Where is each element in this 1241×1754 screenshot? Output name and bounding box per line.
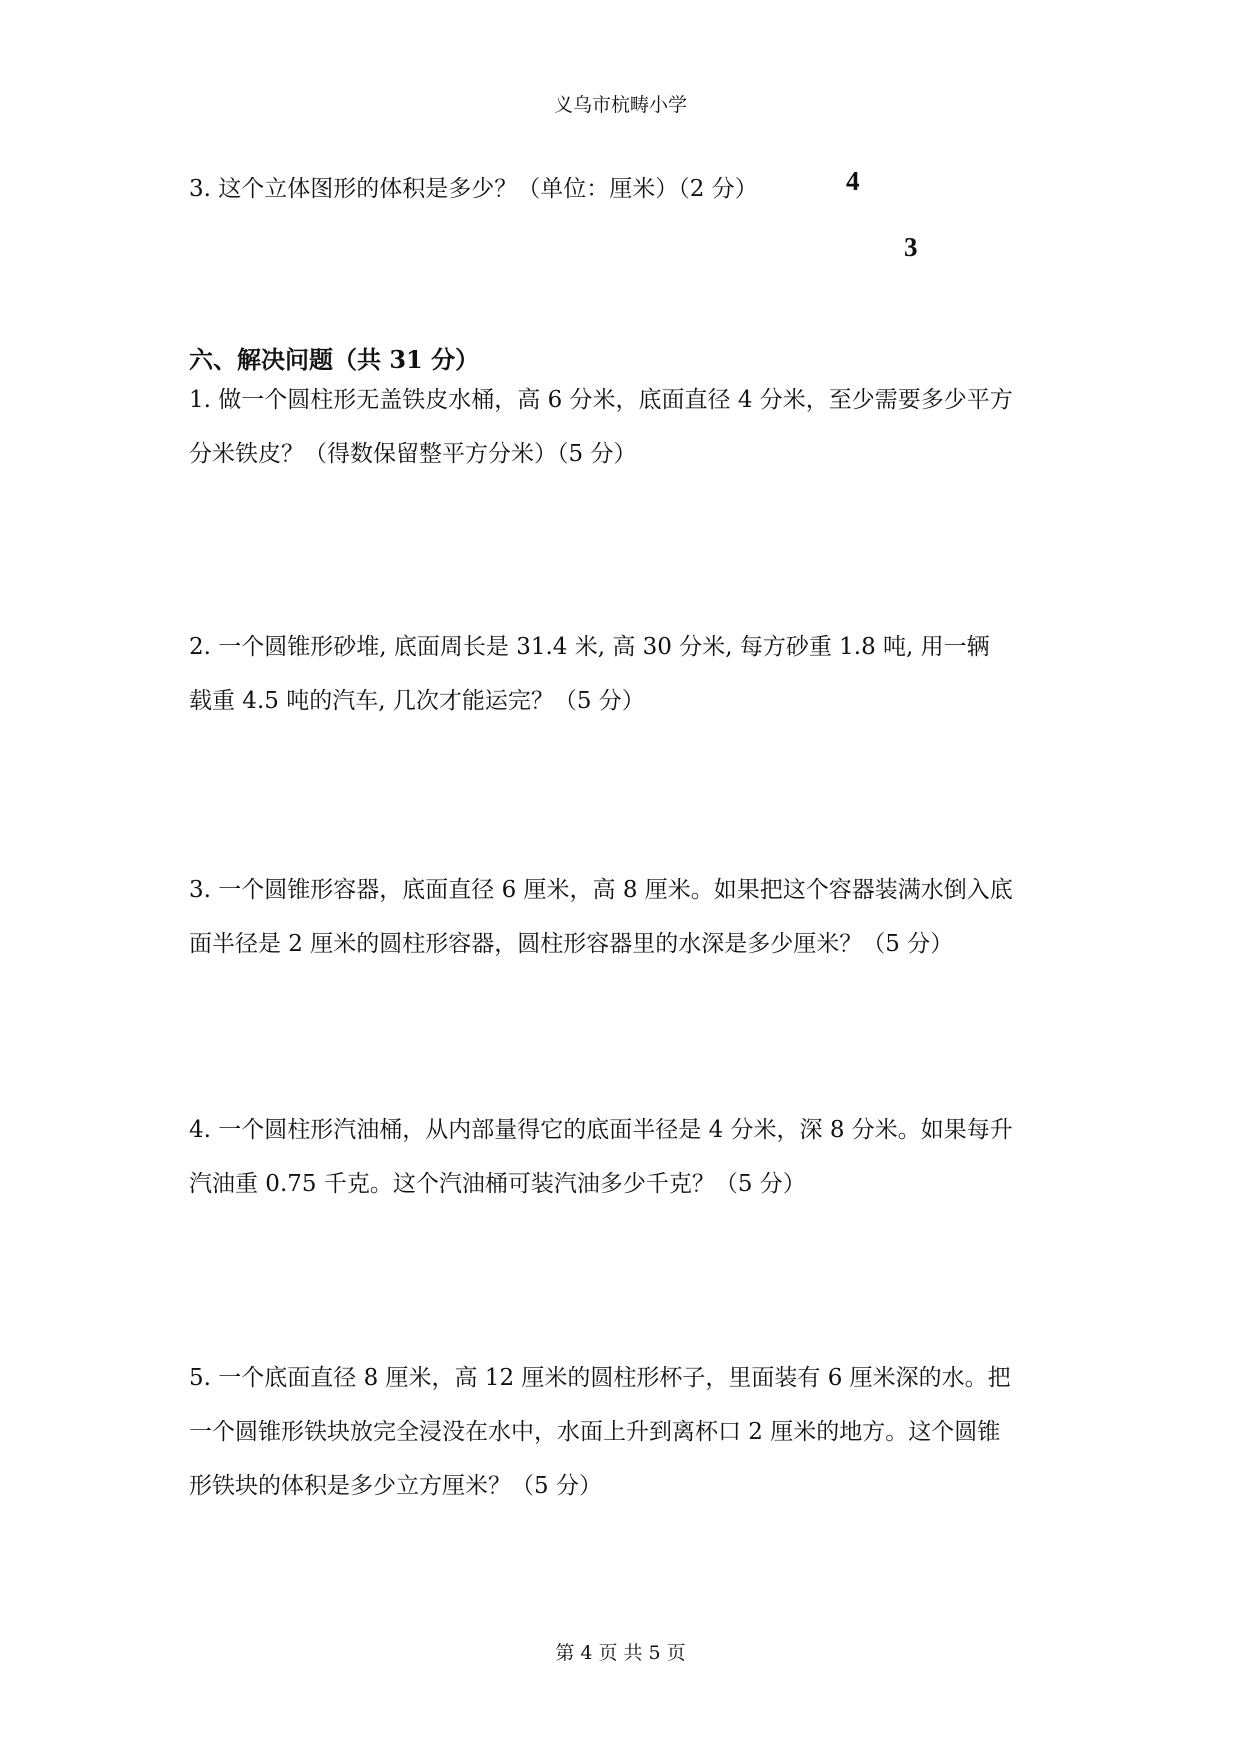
problem-line: 4. 一个圆柱形汽油桶，从内部量得它的底面半径是 4 分米，深 8 分米。如果每升 bbox=[189, 1117, 1013, 1143]
problem-3 bbox=[189, 863, 1069, 971]
problem-1 bbox=[189, 373, 1069, 481]
problem-5 bbox=[189, 1351, 1069, 1513]
question-3-volume: 3. 这个立体图形的体积是多少？（单位：厘米）（2 分） bbox=[189, 176, 758, 202]
problem-4 bbox=[189, 1103, 1069, 1211]
problem-line: 载重 4.5 吨的汽车, 几次才能运完？（5 分） bbox=[189, 688, 645, 714]
problem-line: 1. 做一个圆柱形无盖铁皮水桶，高 6 分米，底面直径 4 分米，至少需要多少平方 bbox=[189, 387, 1013, 413]
problem-2 bbox=[189, 620, 1069, 728]
figure-label-3: 3 bbox=[904, 232, 918, 262]
problem-line: 5. 一个底面直径 8 厘米，高 12 厘米的圆柱形杯子，里面装有 6 厘米深的水。把 bbox=[189, 1365, 1011, 1391]
problem-line: 汽油重 0.75 千克。这个汽油桶可装汽油多少千克？（5 分） bbox=[189, 1171, 806, 1197]
problem-line: 面半径是 2 厘米的圆柱形容器，圆柱形容器里的水深是多少厘米？（5 分） bbox=[189, 931, 954, 957]
page-header: 义乌市杭畴小学 bbox=[553, 94, 687, 116]
page-footer: 第 4 页 共 5 页 bbox=[555, 1642, 686, 1664]
problem-line: 形铁块的体积是多少立方厘米？（5 分） bbox=[189, 1473, 602, 1499]
problem-line: 2. 一个圆锥形砂堆, 底面周长是 31.4 米, 高 30 分米, 每方砂重 1.8 吨, 用一辆 bbox=[189, 634, 990, 660]
problem-line: 一个圆锥形铁块放完全浸没在水中，水面上升到离杯口 2 厘米的地方。这个圆锥 bbox=[189, 1419, 1001, 1445]
figure-label-4: 4 bbox=[846, 166, 860, 196]
problem-line: 3. 一个圆锥形容器，底面直径 6 厘米，高 8 厘米。如果把这个容器装满水倒入底 bbox=[189, 877, 1013, 903]
section-title: 六、解决问题（共 31 分） bbox=[189, 345, 480, 374]
problem-line: 分米铁皮？（得数保留整平方分米）（5 分） bbox=[189, 441, 637, 467]
